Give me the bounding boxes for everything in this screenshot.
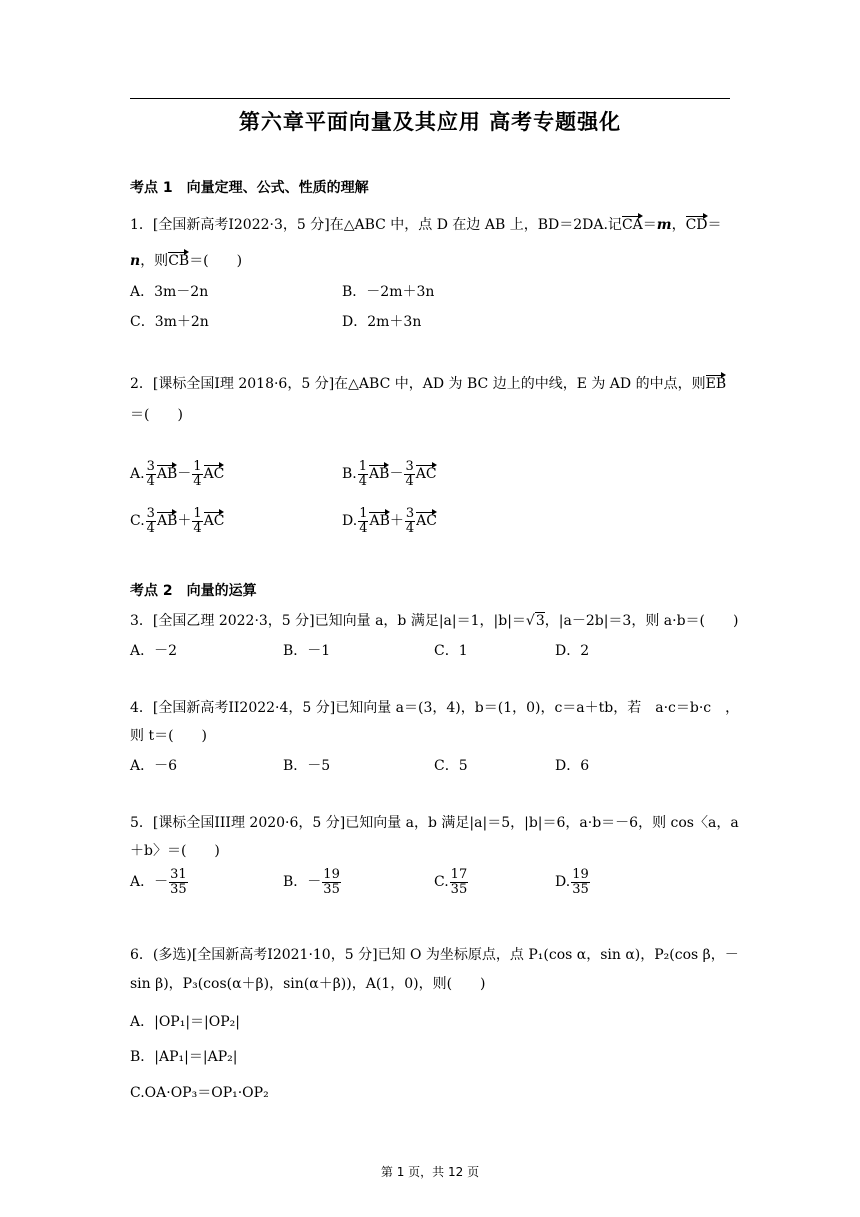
question-6-line-2: sin β)，P₃(cos(α＋β)，sin(α＋β))，A(1，0)，则( )	[130, 976, 486, 992]
question-4-option-b: B．－5	[283, 758, 331, 774]
question-1-option-b: B．－2m＋3n	[342, 284, 435, 300]
question-1-option-d: D．2m＋3n	[342, 314, 422, 330]
header-rule	[130, 98, 730, 99]
page-title: 第六章平面向量及其应用 高考专题强化	[238, 110, 622, 134]
vector-cd: CD	[685, 217, 708, 233]
question-2-option-b: B. $\frac{1}{4}$ AB－ $\frac{3}{4}$ AC	[342, 459, 437, 489]
vector-eb: EB	[705, 376, 727, 392]
question-6-option-b: B．|AP₁|＝|AP₂|	[130, 1049, 238, 1065]
question-3-source: 3．[全国乙理 2022·3，5 分]	[130, 613, 315, 629]
question-6-option-c: C.OA·OP₃＝OP₁·OP₂	[130, 1085, 269, 1101]
question-4-line-1: 4．[全国新高考II2022·4，5 分]已知向量 a＝(3，4)，b＝(1，0)，c＝a＋tb，若 a·c＝b·c ，	[130, 700, 740, 716]
question-6-line-1: 6．(多选)[全国新高考I2021·10，5 分]已知 O 为坐标原点，点 P₁(cos α，sin α)，P₂(cos β，－	[130, 947, 739, 963]
question-2-source: 2．[课标全国I理 2018·6，5 分]	[130, 376, 335, 392]
question-1-option-c: C．3m＋2n	[130, 314, 209, 330]
question-5-option-b: B．－ $\frac{19}{35}$	[283, 867, 340, 897]
question-2-option-a: A. $\frac{3}{4}$ AB－ $\frac{1}{4}$ AC	[130, 459, 225, 489]
vector-ca: CA	[621, 217, 643, 233]
question-4-option-c: C．5	[434, 758, 468, 774]
question-2-option-d: D. $\frac{1}{4}$ AB＋ $\frac{3}{4}$ AC	[342, 506, 437, 536]
question-1-line-1: 1．[全国新高考I2022·3，5 分]在△ABC 中，点 D 在边 AB 上，BD＝2DA.记CA＝m，CD＝	[130, 217, 722, 233]
question-3-option-a: A．－2	[130, 643, 178, 659]
question-3-option-b: B．－1	[283, 643, 331, 659]
vector-cb: CB	[168, 253, 190, 269]
question-5-option-a: A．－ $\frac{31}{35}$	[130, 867, 187, 897]
question-4-option-d: D．6	[555, 758, 590, 774]
question-1-option-a: A．3m－2n	[130, 284, 209, 300]
section-heading-2: 考点 2 向量的运算	[130, 583, 257, 599]
question-1-source: 1．[全国新高考I2022·3，5 分]	[130, 217, 330, 233]
page-footer: 第 1 页，共 12 页	[380, 1165, 480, 1179]
question-2-line-1: 2．[课标全国I理 2018·6，5 分]在△ABC 中，AD 为 BC 边上的中线，E 为 AD 的中点，则EB	[130, 376, 727, 392]
question-5-option-d: D. $\frac{19}{35}$	[555, 867, 589, 897]
question-5-option-c: C. $\frac{17}{35}$	[434, 867, 468, 897]
question-3-option-c: C．1	[434, 643, 468, 659]
question-4-option-a: A．－6	[130, 758, 178, 774]
question-3-option-d: D．2	[555, 643, 590, 659]
question-2-line-2: ＝( )	[130, 407, 183, 423]
question-5-line-2: ＋b〉＝( )	[130, 843, 220, 859]
question-1-line-2: n，则CB＝( )	[130, 253, 243, 269]
question-3-line-1: 3．[全国乙理 2022·3，5 分]已知向量 a，b 满足|a|＝1，|b|＝√3，|a－2b|＝3，则 a·b＝( )	[130, 613, 739, 629]
question-5-line-1: 5．[课标全国III理 2020·6，5 分]已知向量 a，b 满足|a|＝5，|b|＝6，a·b＝－6，则 cos〈a，a	[130, 815, 739, 831]
section-heading-1: 考点 1 向量定理、公式、性质的理解	[130, 180, 369, 196]
question-4-line-2: 则 t＝( )	[130, 728, 207, 744]
question-2-option-c: C. $\frac{3}{4}$ AB＋ $\frac{1}{4}$ AC	[130, 506, 225, 536]
question-6-option-a: A．|OP₁|＝|OP₂|	[130, 1014, 240, 1030]
